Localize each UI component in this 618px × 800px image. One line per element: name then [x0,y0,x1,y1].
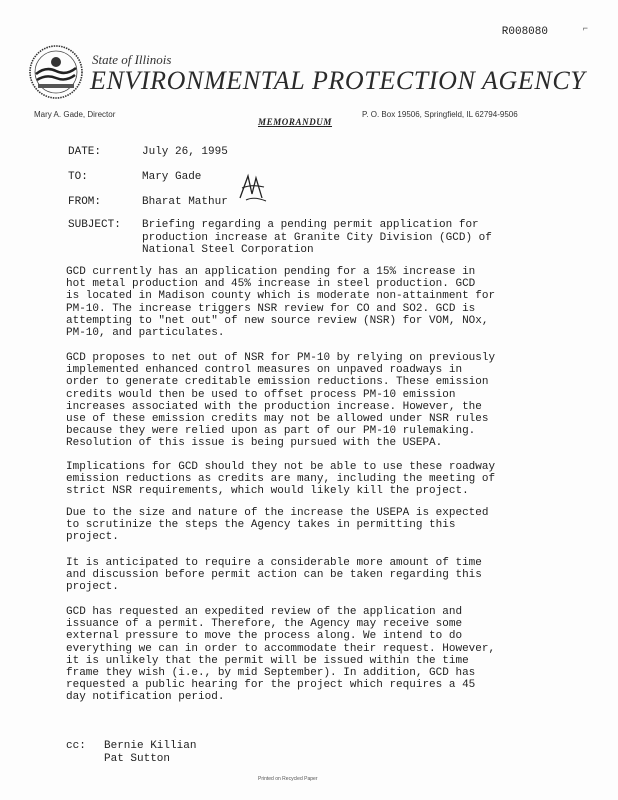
to-label: TO: [68,171,88,183]
cc-label: cc: [66,740,86,752]
illinois-seal-logo [28,44,84,100]
date-value: July 26, 1995 [142,146,228,158]
cc-recipient: Bernie Killian [104,740,197,752]
document-corner-mark: ⌐ [582,24,588,34]
body-paragraph-3: Implications for GCD should they not be able to use these roadway emission reductions as credits are many, including the meeting of strict NSR requirements, which would likely kill the project. [66,461,496,498]
recycled-paper-footer: Printed on Recycled Paper [258,776,318,782]
date-label: DATE: [68,146,102,158]
body-paragraph-1: GCD currently has an application pending for a 15% increase in hot metal production and 45% increase in steel production. GCD is located in Madison county which is moderate non-attainment for PM-10. The increase triggers NSR review for CO and SO2. GCD is attempting to "net out" of new source review (NSR) for VOM, NOx, PM-10, and particulates. [66,266,496,340]
memorandum-heading: MEMORANDUM [258,117,333,127]
body-paragraph-2: GCD proposes to net out of NSR for PM-10 by relying on previously implemented enhanced control measures on unpaved roadways in order to generate creditable emission reductions. These emission credits would then be used to offset process PM-10 emission increases associated with the production increase. However, the use of these emission credits may not be allowed under NSR rules because they were relied upon as part of our PM-10 rulemaking. Resolution of this issue is being pursued with the USEPA. [66,352,496,450]
cc-recipient: Pat Sutton [104,753,171,765]
state-name: State of Illinois [92,52,172,67]
to-value: Mary Gade [142,171,202,183]
subject-label: SUBJECT: [68,219,121,231]
from-label: FROM: [68,196,102,208]
subject-value: Briefing regarding a pending permit application for production increase at Granite City Division (GCD) of National Steel Corporation [142,219,492,257]
body-paragraph-6: GCD has requested an expedited review of the application and issuance of a permit. Therefore, the Agency may receive some external pressure to move the process along. We intend to do everything we can in order to accommodate their request. However, it is unlikely that the permit will be issued within the time frame they wish (i.e., by mid September). In addition, GCD has requested a public hearing for the project which requires a 45 day notification period. [66,606,496,704]
document-id-number: R008080 [501,26,548,38]
handwritten-initials-signature [236,170,270,204]
agency-name: ENVIRONMENTAL PROTECTION AGENCY [90,66,586,95]
agency-address: P. O. Box 19506, Springfield, IL 62794-9506 [362,110,518,119]
from-value: Bharat Mathur [142,196,228,208]
body-paragraph-5: It is anticipated to require a considerable more amount of time and discussion before permit action can be taken regarding this project. [66,557,482,594]
director-name: Mary A. Gade, Director [34,110,116,119]
body-paragraph-4: Due to the size and nature of the increase the USEPA is expected to scrutinize the steps the Agency takes in permitting this project. [66,507,489,544]
